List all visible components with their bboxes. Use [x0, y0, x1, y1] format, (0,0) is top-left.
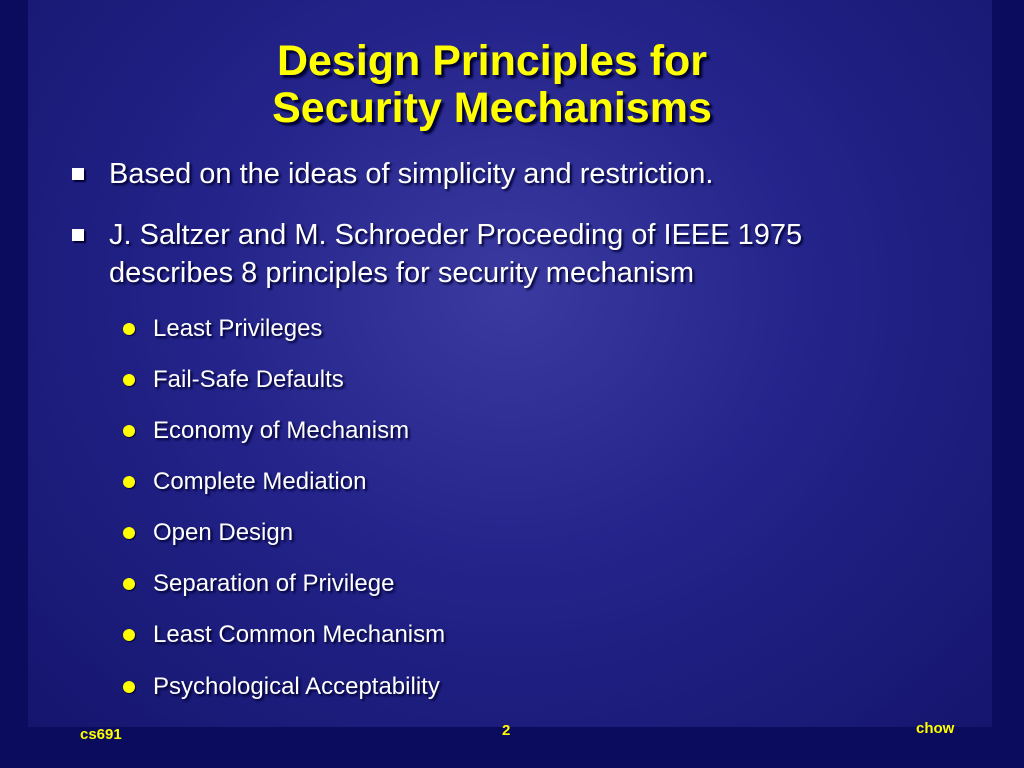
- principle-item: [123, 416, 409, 446]
- principle-label: Open Design: [153, 519, 294, 546]
- footer-page-number: 2: [502, 722, 511, 739]
- title-line-2: Security Mechanisms: [272, 84, 712, 132]
- bullet-text-continued: describes 8 principles for security mechanism: [109, 257, 695, 289]
- square-bullet-icon: [72, 229, 84, 241]
- bullet-text: Based on the ideas of simplicity and restriction.: [109, 158, 714, 190]
- bullet-text: J. Saltzer and M. Schroeder Proceeding of IEEE 1975: [109, 219, 803, 251]
- principle-item: [123, 365, 344, 395]
- principle-label: Economy of Mechanism: [153, 417, 410, 444]
- footer-author: chow: [916, 720, 955, 737]
- principle-item: [123, 518, 293, 548]
- round-bullet-icon: [123, 425, 135, 437]
- principle-item: [123, 314, 322, 344]
- slide-title: [0, 38, 984, 132]
- bullet-item-2: [72, 216, 802, 292]
- round-bullet-icon: [123, 476, 135, 488]
- round-bullet-icon: [123, 527, 135, 539]
- principle-label: Least Common Mechanism: [153, 621, 446, 648]
- principle-item: [123, 620, 445, 650]
- round-bullet-icon: [123, 629, 135, 641]
- footer-course: cs691: [80, 726, 122, 743]
- principle-label: Complete Mediation: [153, 468, 367, 495]
- bullet-item-1: [72, 155, 713, 193]
- principle-label: Separation of Privilege: [153, 570, 395, 597]
- round-bullet-icon: [123, 323, 135, 335]
- round-bullet-icon: [123, 374, 135, 386]
- title-line-1: Design Principles for: [276, 37, 708, 85]
- principle-item: [123, 672, 440, 702]
- principle-item: [123, 569, 394, 599]
- round-bullet-icon: [123, 578, 135, 590]
- principle-label: Fail-Safe Defaults: [153, 366, 344, 393]
- principle-item: [123, 467, 366, 497]
- principle-label: Least Privileges: [153, 315, 323, 342]
- round-bullet-icon: [123, 681, 135, 693]
- principle-label: Psychological Acceptability: [153, 673, 440, 700]
- square-bullet-icon: [72, 168, 84, 180]
